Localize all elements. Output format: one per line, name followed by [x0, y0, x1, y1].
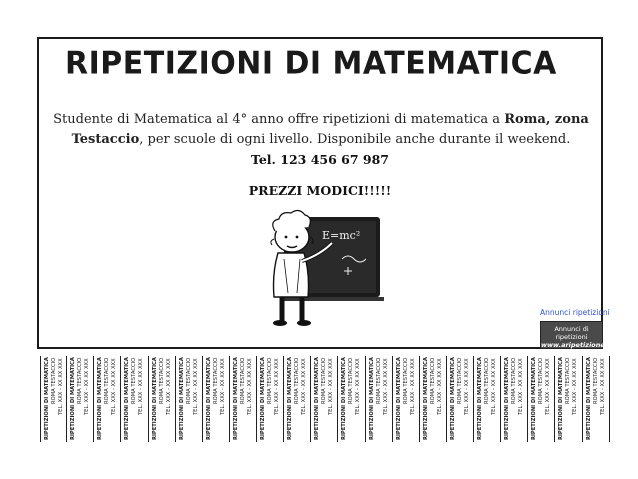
tab-line-3: TEL. XXX - XX XX XXX	[355, 358, 362, 415]
tab-line-3: TEL. XXX - XX XX XXX	[491, 358, 497, 415]
tab-line-1: RIPETIZIONI DI MATEMATICA	[232, 357, 239, 440]
tab-line-2: ROMA TESTACCIO	[185, 358, 192, 405]
tab-line-1: RIPETIZIONI DI MATEMATICA	[97, 357, 104, 440]
tab-line-1: RIPETIZIONI DI MATEMATICA	[205, 357, 212, 440]
tab-text	[531, 358, 552, 440]
tear-off-tab[interactable]	[474, 356, 501, 442]
tab-line-1: RIPETIZIONI DI MATEMATICA	[124, 357, 131, 440]
tab-line-1: RIPETIZIONI DI MATEMATICA	[368, 357, 375, 440]
tab-text	[70, 358, 91, 440]
flyer	[37, 37, 623, 349]
tab-line-2: ROMA TESTACCIO	[158, 358, 165, 405]
tear-off-tabs	[40, 356, 610, 442]
tab-line-3: TEL. XXX - XX XX XXX	[84, 358, 91, 415]
tab-text	[396, 358, 417, 440]
tear-off-tab[interactable]	[67, 356, 94, 442]
tab-line-1: RIPETIZIONI DI MATEMATICA	[314, 357, 321, 440]
tab-line-2: ROMA TESTACCIO	[239, 358, 246, 405]
tab-line-3: TEL. XXX - XX XX XXX	[599, 358, 606, 415]
tab-line-1: RIPETIZIONI DI MATEMATICA	[44, 357, 50, 440]
tear-off-tab[interactable]	[338, 356, 365, 442]
tab-line-2: ROMA TESTACCIO	[402, 358, 409, 405]
tab-text	[206, 358, 227, 440]
tear-off-tab[interactable]	[149, 356, 176, 442]
tab-line-3: TEL. XXX - XX XX XXX	[436, 358, 443, 415]
tab-line-2: ROMA TESTACCIO	[456, 358, 463, 405]
tab-line-3: TEL. XXX - XX XX XXX	[138, 358, 145, 415]
tab-line-3: TEL. XXX - XX XX XXX	[328, 358, 335, 415]
tab-line-1: RIPETIZIONI DI MATEMATICA	[477, 357, 483, 440]
tab-text	[450, 358, 471, 440]
tab-line-2: ROMA TESTACCIO	[592, 358, 599, 405]
location-bold: Roma, zona Testaccio	[71, 112, 589, 147]
description	[49, 110, 593, 150]
tab-line-2: ROMA TESTACCIO	[484, 358, 490, 405]
tab-line-2: ROMA TESTACCIO	[348, 358, 355, 405]
tab-line-3: TEL. XXX - XX XX XXX	[58, 358, 64, 415]
tab-line-1: RIPETIZIONI DI MATEMATICA	[287, 357, 294, 440]
tab-line-2: ROMA TESTACCIO	[131, 358, 138, 405]
tab-line-2: ROMA TESTACCIO	[511, 358, 518, 405]
tear-off-tab[interactable]	[40, 356, 67, 442]
tear-off-tab[interactable]	[393, 356, 420, 442]
tab-text	[586, 358, 607, 440]
tab-text	[287, 358, 308, 440]
tab-text	[314, 358, 335, 440]
tab-line-3: TEL. XXX - XX XX XXX	[382, 358, 389, 415]
ad-badge-line1: Annunci di ripetizioni	[554, 325, 589, 341]
tear-off-tab[interactable]	[528, 356, 555, 442]
einstein-blackboard-illustration	[254, 209, 384, 331]
tab-text	[477, 358, 498, 440]
tab-text	[97, 358, 118, 440]
tab-line-1: RIPETIZIONI DI MATEMATICA	[531, 357, 538, 440]
tear-off-tab[interactable]	[366, 356, 393, 442]
ad-badge[interactable]	[540, 321, 623, 349]
prices-note: PREZZI MODICI!!!!!	[248, 183, 392, 198]
tab-text	[179, 358, 200, 440]
tab-line-3: TEL. XXX - XX XX XXX	[518, 358, 525, 415]
tab-text	[233, 358, 254, 440]
tear-off-tab[interactable]	[94, 356, 121, 442]
tear-off-tab[interactable]	[501, 356, 528, 442]
tab-line-1: RIPETIZIONI DI MATEMATICA	[260, 357, 266, 440]
page-title: RIPETIZIONI DI MATEMATICA	[65, 45, 557, 82]
tab-text	[341, 358, 362, 440]
tab-line-1: RIPETIZIONI DI MATEMATICA	[178, 357, 185, 440]
tab-text	[558, 358, 579, 440]
tab-line-2: ROMA TESTACCIO	[429, 358, 436, 405]
ad-link[interactable]: Annunci ripetizioni	[540, 308, 610, 317]
tab-text	[504, 358, 525, 440]
tab-line-3: TEL. XXX - XX XX XXX	[246, 358, 253, 415]
tear-off-tab[interactable]	[555, 356, 582, 442]
tab-line-1: RIPETIZIONI DI MATEMATICA	[558, 357, 565, 440]
blackboard-formula: E=mc²	[322, 229, 361, 242]
tab-line-3: TEL. XXX - XX XX XXX	[192, 358, 199, 415]
tear-off-tab[interactable]	[311, 356, 338, 442]
tab-line-1: RIPETIZIONI DI MATEMATICA	[395, 357, 402, 440]
tab-line-2: ROMA TESTACCIO	[538, 358, 545, 405]
tear-off-tab[interactable]	[583, 356, 610, 442]
tear-off-tab[interactable]	[230, 356, 257, 442]
tear-off-tab[interactable]	[203, 356, 230, 442]
tear-off-tab[interactable]	[257, 356, 284, 442]
tab-line-3: TEL. XXX - XX XX XXX	[274, 358, 280, 415]
tab-line-2: ROMA TESTACCIO	[104, 358, 111, 405]
tab-text	[152, 358, 173, 440]
tab-line-2: ROMA TESTACCIO	[51, 358, 57, 405]
tab-text	[124, 358, 145, 440]
tab-line-2: ROMA TESTACCIO	[565, 358, 572, 405]
tab-line-1: RIPETIZIONI DI MATEMATICA	[70, 357, 77, 440]
tab-line-3: TEL. XXX - XX XX XXX	[219, 358, 226, 415]
tab-text	[44, 358, 65, 440]
tab-line-1: RIPETIZIONI DI MATEMATICA	[504, 357, 511, 440]
tab-line-1: RIPETIZIONI DI MATEMATICA	[151, 357, 158, 440]
tab-line-2: ROMA TESTACCIO	[77, 358, 84, 405]
tab-text	[423, 358, 444, 440]
tear-off-tab[interactable]	[420, 356, 447, 442]
tear-off-tab[interactable]	[284, 356, 311, 442]
tab-line-3: TEL. XXX - XX XX XXX	[111, 358, 118, 415]
tab-line-1: RIPETIZIONI DI MATEMATICA	[341, 357, 348, 440]
phone-number: Tel. 123 456 67 987	[250, 152, 389, 167]
tear-off-tab[interactable]	[176, 356, 203, 442]
tear-off-tab[interactable]	[121, 356, 148, 442]
tab-line-2: ROMA TESTACCIO	[267, 358, 273, 405]
tab-line-1: RIPETIZIONI DI MATEMATICA	[449, 357, 456, 440]
tab-line-1: RIPETIZIONI DI MATEMATICA	[585, 357, 592, 440]
tab-line-3: TEL. XXX - XX XX XXX	[572, 358, 579, 415]
tab-line-2: ROMA TESTACCIO	[294, 358, 301, 405]
tab-line-1: RIPETIZIONI DI MATEMATICA	[422, 357, 429, 440]
description-text-1: Studente di Matematica al 4° anno offre ripetizioni di matematica a	[53, 112, 505, 127]
tab-line-3: TEL. XXX - XX XX XXX	[301, 358, 308, 415]
tab-line-2: ROMA TESTACCIO	[375, 358, 382, 405]
tab-text	[260, 358, 281, 440]
tab-line-3: TEL. XXX - XX XX XXX	[165, 358, 172, 415]
description-text-2: , per scuole di ogni livello. Disponibile anche durante il weekend.	[139, 132, 571, 147]
tab-line-3: TEL. XXX - XX XX XXX	[545, 358, 552, 415]
tab-line-3: TEL. XXX - XX XX XXX	[409, 358, 416, 415]
tear-off-tab[interactable]	[447, 356, 474, 442]
ad-badge-line2: www.aripetizione.com	[541, 341, 623, 349]
tab-line-2: ROMA TESTACCIO	[321, 358, 328, 405]
tab-text	[369, 358, 390, 440]
tab-line-2: ROMA TESTACCIO	[212, 358, 219, 405]
tab-line-3: TEL. XXX - XX XX XXX	[463, 358, 470, 415]
